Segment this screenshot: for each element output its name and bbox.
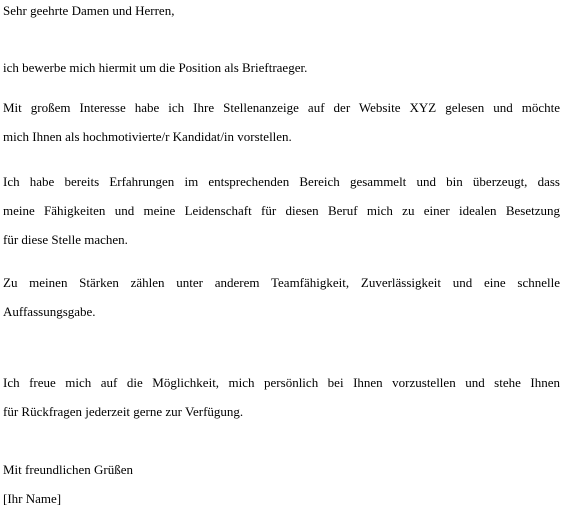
- paragraph-line: Zu meinen Stärken zählen unter anderem Teamfähigkeit, Zuverlässigkeit und eine schnelle: [3, 275, 560, 290]
- signature-placeholder: [Ihr Name]: [3, 491, 62, 506]
- salutation: Sehr geehrte Damen und Herren,: [3, 3, 175, 18]
- paragraph-line: Auffassungsgabe.: [3, 304, 96, 319]
- intro-line: ich bewerbe mich hiermit um die Position als Brieftraeger.: [3, 60, 308, 75]
- paragraph-line: für diese Stelle machen.: [3, 232, 128, 247]
- paragraph-line: Ich freue mich auf die Möglichkeit, mich persönlich bei Ihnen vorzustellen und stehe Ihnen: [3, 375, 560, 390]
- paragraph-line: mich Ihnen als hochmotivierte/r Kandidat/in vorstellen.: [3, 129, 292, 144]
- paragraph-line: Ich habe bereits Erfahrungen im entsprechenden Bereich gesammelt und bin überzeugt, dass: [3, 174, 560, 189]
- paragraph-line: für Rückfragen jederzeit gerne zur Verfügung.: [3, 404, 244, 419]
- closing: Mit freundlichen Grüßen: [3, 462, 133, 477]
- paragraph-line: meine Fähigkeiten und meine Leidenschaft für diesen Beruf mich zu einer idealen Besetzung: [3, 203, 560, 218]
- paragraph-line: Mit großem Interesse habe ich Ihre Stellenanzeige auf der Website XYZ gelesen und möchte: [3, 100, 560, 115]
